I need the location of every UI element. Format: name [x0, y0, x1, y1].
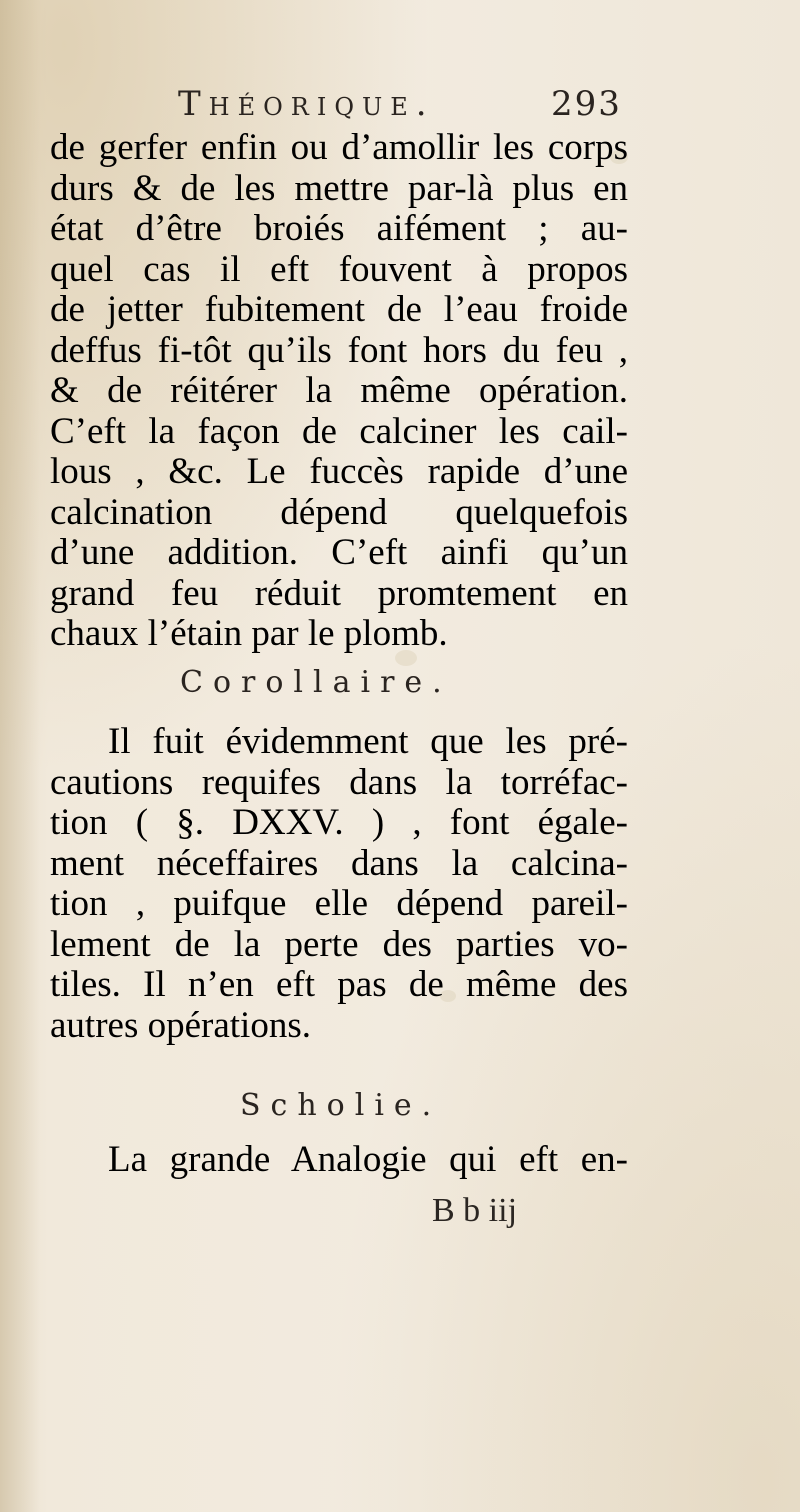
section-heading-corollaire: Corollaire. — [180, 665, 452, 700]
paragraph-corollaire — [50, 722, 628, 1046]
text-line: Il fuit évidemment que les pré- — [108, 721, 628, 762]
text-line: état d’être broiés aifément ; au- — [50, 208, 628, 249]
section-heading-scholie: Scholie. — [240, 1088, 442, 1123]
text-line: C’eft la façon de calciner les cail- — [50, 410, 628, 452]
text-line: d’une addition. C’eft ainfi qu’un — [50, 532, 628, 573]
text-line: de gerfer enfin ou d’amollir les corps — [50, 127, 628, 168]
text-line: quel cas il eft fouvent à propos — [50, 248, 628, 290]
text-line: lous , &c. Le fuccès rapide d’une — [50, 451, 628, 492]
text-line: grand feu réduit promtement en — [50, 572, 628, 614]
signature-mark: B b iij — [432, 1192, 518, 1229]
text-line: ment néceffaires dans la calcina- — [50, 842, 628, 884]
text-line: chaux l’étain par le plomb. — [50, 613, 448, 654]
text-line: deffus fi-tôt qu’ils font hors du feu , — [50, 329, 628, 371]
paragraph-continued — [50, 128, 628, 655]
text-line: & de réitérer la même opération. — [50, 370, 628, 411]
paragraph-scholie — [50, 1140, 628, 1181]
text-line: lement de la perte des parties vo- — [50, 923, 628, 965]
text-line: autres opérations. — [50, 1004, 311, 1046]
text-line: de jetter fubitement de l’eau froide — [50, 289, 628, 330]
text-line: tion ( §. DXXV. ) , font égale- — [50, 802, 628, 843]
page-gutter-shadow — [0, 0, 40, 1512]
text-line: durs & de les mettre par-là plus en — [50, 167, 628, 209]
text-line: La grande Analogie qui eft en- — [108, 1139, 628, 1180]
page-number: 293 — [551, 84, 622, 124]
running-head: Théorique. — [178, 84, 435, 124]
text-line: cautions requifes dans la torréfac- — [50, 761, 628, 803]
text-line: tion , puifque elle dépend pareil- — [50, 883, 628, 924]
text-line: calcination dépend quelquefois — [50, 491, 628, 533]
text-line: tiles. Il n’en eft pas de même des — [50, 964, 628, 1005]
